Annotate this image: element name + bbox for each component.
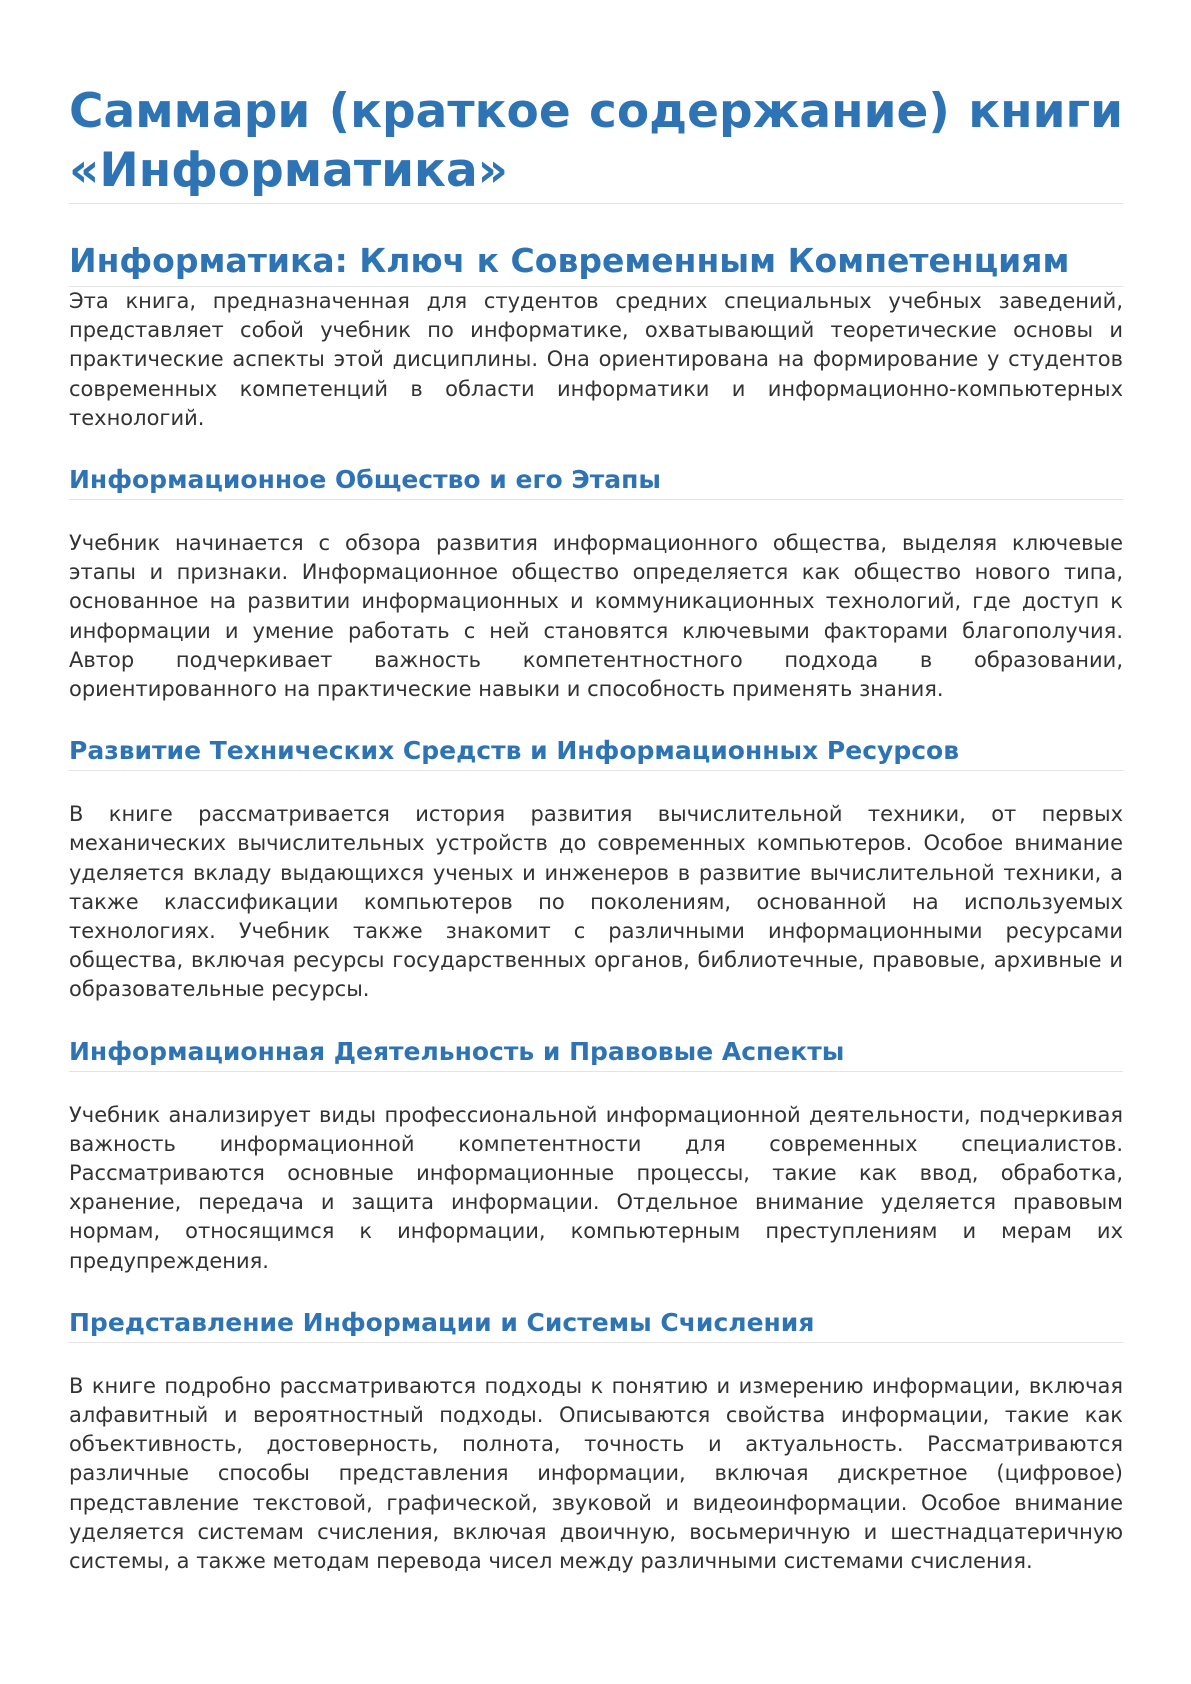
section-technical-means xyxy=(69,735,1123,1004)
section-paragraph: Учебник начинается с обзора развития информационного общества, выделяя ключевые этапы и признаки. Информационное общество определяется как общество нового типа, основанное на развитии информационных и коммуникационных технологий, где доступ к информации и умение работать с ней становятся ключевыми факторами благополучия. Автор подчеркивает важность компетентностного подхода в образовании, ориентированного на практические навыки и способность применять знания. xyxy=(69,531,1123,702)
section-paragraph: Учебник анализирует виды профессиональной информационной деятельности, подчеркивая важность информационной компетентности для современных специалистов. Рассматриваются основные информационные процессы, такие как ввод, обработка, хранение, передача и защита информации. Отдельное внимание уделяется правовым нормам, относящимся к информации, компьютерным преступлениям и мерам их предупреждения. xyxy=(69,1102,1123,1273)
section-information-activity xyxy=(69,1036,1123,1276)
intro-paragraph: Эта книга, предназначенная для студентов средних специальных учебных заведений, представляет собой учебник по информатике, охватывающий теоретические основы и практические аспекты этой дисциплины. Она ориентирована на формирование у студентов современных компетенций в области информатики и информационно-компьютерных технологий. xyxy=(69,289,1123,430)
document-page xyxy=(69,82,1123,1576)
section-paragraph: В книге подробно рассматриваются подходы к понятию и измерению информации, включая алфавитный и вероятностный подходы. Описываются свойства информации, такие как объективность, достоверность, полнота, точность и актуальность. Рассматриваются различные способы представления информации, включая дискретное (цифровое) представление текстовой, графической, звуковой и видеоинформации. Особое внимание уделяется системам счисления, включая двоичную, восьмеричную и шестнадцатеричную системы, а также методам перевода чисел между различными системами счисления. xyxy=(69,1373,1123,1574)
document-title: Саммари (краткое содержание) книги «Информатика» xyxy=(69,82,1123,204)
section-heading: Представление Информации и Системы Счисления xyxy=(69,1307,1123,1343)
section-heading: Информационное Общество и его Этапы xyxy=(69,464,1123,500)
main-heading: Информатика: Ключ к Современным Компетенциям xyxy=(69,240,1123,287)
section-heading: Развитие Технических Средств и Информационных Ресурсов xyxy=(69,735,1123,771)
section-information-representation xyxy=(69,1307,1123,1576)
section-paragraph: В книге рассматривается история развития вычислительной техники, от первых механических вычислительных устройств до современных компьютеров. Особое внимание уделяется вкладу выдающихся ученых и инженеров в развитие вычислительной техники, а также классификации компьютеров по поколениям, основанной на используемых технологиях. Учебник также знакомит с различными информационными ресурсами общества, включая ресурсы государственных органов, библиотечные, правовые, архивные и образовательные ресурсы. xyxy=(69,802,1123,1002)
section-heading: Информационная Деятельность и Правовые Аспекты xyxy=(69,1036,1123,1072)
section-information-society xyxy=(69,464,1123,704)
